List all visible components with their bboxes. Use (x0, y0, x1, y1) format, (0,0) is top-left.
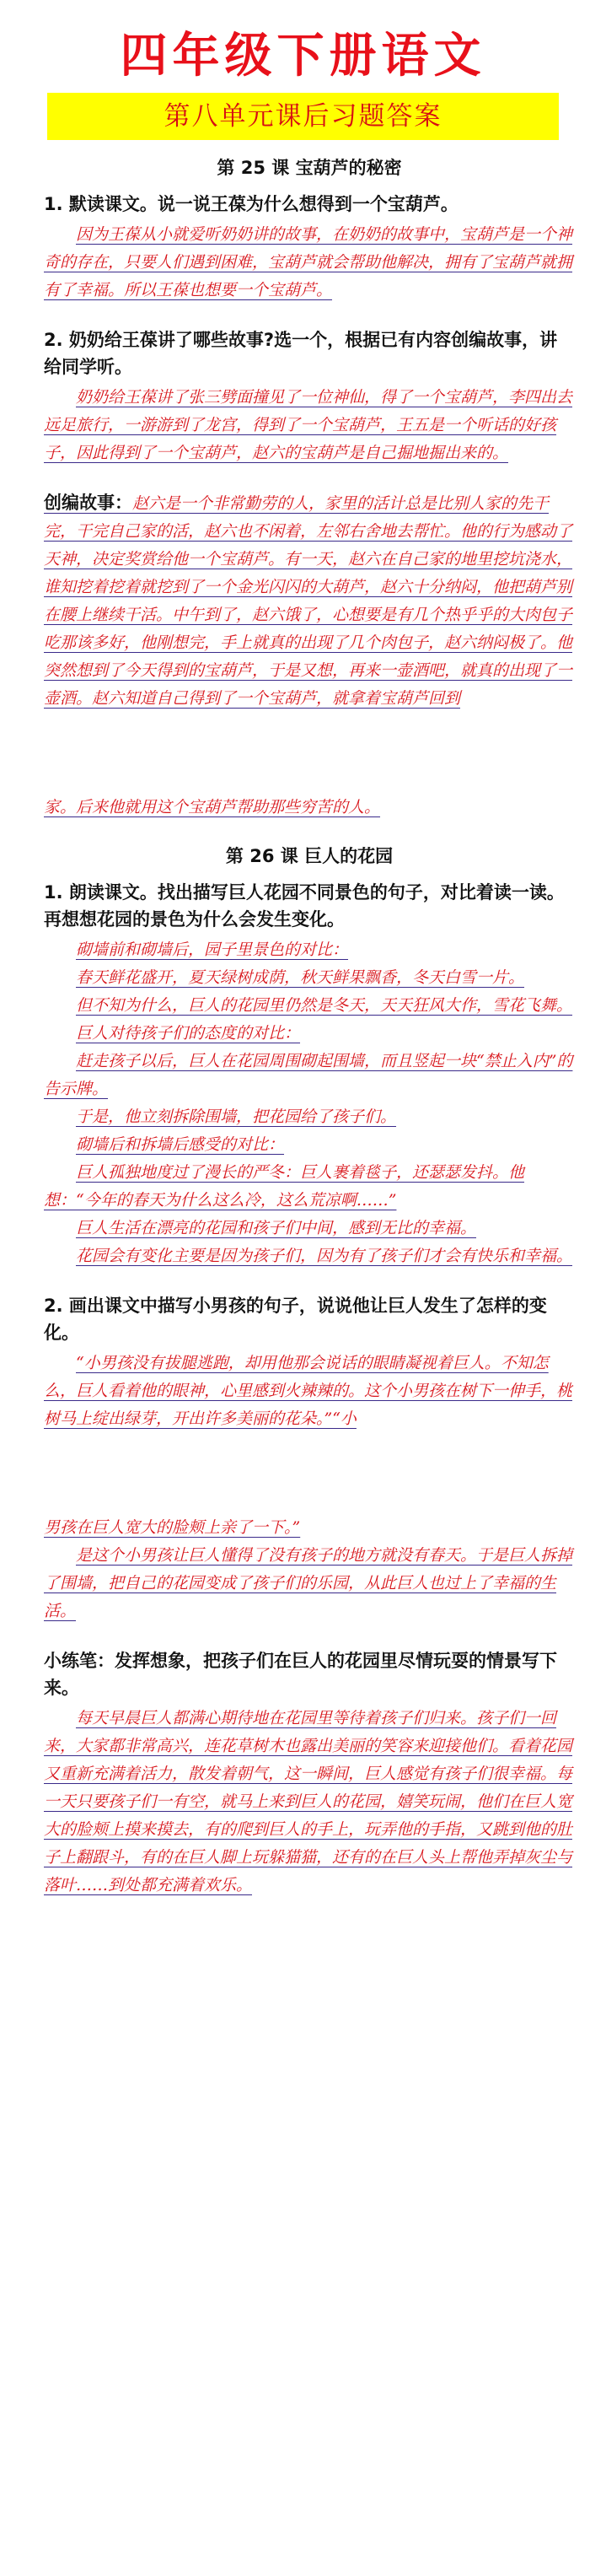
lesson-25-question-2: 2. 奶奶给王葆讲了哪些故事?选一个，根据已有内容创编故事，讲给同学听。 (44, 330, 558, 377)
answer-line: 于是，他立刻拆除围墙，把花园给了孩子们。 (76, 1107, 397, 1126)
answer-line: 赶走孩子以后，巨人在花园周围砌起围墙，而且竖起一块“禁止入内”的告示牌。 (44, 1052, 573, 1098)
lesson-26-title: 第 26 课 巨人的花园 (225, 846, 394, 866)
lesson-25-title: 第 25 课 宝葫芦的秘密 (217, 158, 402, 178)
lesson-25-question-1: 1. 默读课文。说一说王葆为什么想得到一个宝葫芦。 (44, 194, 459, 214)
answer-line: 巨人孤独地度过了漫长的严冬：巨人裹着毯子，还瑟瑟发抖。他想：“今年的春天为什么这么冷，这么荒凉啊……” (44, 1163, 525, 1210)
answer-line: 春天鲜花盛开，夏天绿树成荫，秋天鲜果飘香，冬天白雪一片。 (76, 968, 525, 987)
document-body (44, 155, 575, 1900)
answer-line: 砌墙前和砌墙后，园子里景色的对比： (76, 940, 349, 959)
answer-line: 但不知为什么，巨人的花园里仍然是冬天，天天狂风大作，雪花飞舞。 (76, 996, 573, 1015)
answer-line: 砌墙后和拆墙后感受的对比： (76, 1135, 285, 1154)
lesson-26-practice-answer: 每天早晨巨人都满心期待地在花园里等待着孩子们归来。孩子们一回来，大家都非常高兴，连花草树木也露出美丽的笑容来迎接他们。看着花园又重新充满着活力，散发着朝气，这一瞬间，巨人感觉有孩子们很幸福。每一天只要孩子们一有空，就马上来到巨人的花园，嬉笑玩闹，他们在巨人宽大的脸颊上摸来摸去，有的爬到巨人的手上，玩弄他的手指，又跳到他的肚子上翻跟斗，有的在巨人脚上玩躲猫猫，还有的在巨人头上帮他弄掉灰尘与落叶……到处都充满着欢乐。 (44, 1709, 573, 1894)
lesson-25-story (44, 489, 575, 713)
answer-line: 巨人对待孩子们的态度的对比： (76, 1024, 301, 1043)
lesson-26-answer-2-explain: 是这个小男孩让巨人懂得了没有孩子的地方就没有春天。于是巨人拆掉了围墙，把自己的花园变成了孩子们的乐园，从此巨人也过上了幸福的生活。 (44, 1546, 573, 1620)
lesson-26-practice-question: 小练笔：发挥想象，把孩子们在巨人的花园里尽情玩耍的情景写下来。 (44, 1651, 557, 1698)
story-label: 创编故事： (44, 493, 132, 513)
lesson-26-question-1: 1. 朗读课文。找出描写巨人花园不同景色的句子，对比着读一读。再想想花园的景色为什么会发生变化。 (44, 882, 565, 930)
story-text: 赵六是一个非常勤劳的人，家里的活计总是比别人家的先干完，干完自己家的活，赵六也不闲着，左邻右舍地去帮忙。他的行为感动了天神，决定奖赏给他一个宝葫芦。有一天，赵六在自己家的地里挖坑浇水，谁知挖着挖着就挖到了一个金光闪闪的大葫芦，赵六十分纳闷，他把葫芦别在腰上继续干活。中午到了，赵六饿了，心想要是有几个热乎乎的大肉包子吃那该多好，他刚想完，手上就真的出现了几个肉包子，赵六纳闷极了。他突然想到了今天得到的宝葫芦，于是又想，再来一壶酒吧，就真的出现了一壶酒。赵六知道自己得到了一个宝葫芦，就拿着宝葫芦回到 (44, 494, 573, 708)
page-title: 四年级下册语文 (120, 29, 486, 84)
lesson-25-answer-1: 因为王葆从小就爱听奶奶讲的故事，在奶奶的故事中，宝葫芦是一个神奇的存在，只要人们遇到困难，宝葫芦就会帮助他解决，拥有了宝葫芦就拥有了幸福。所以王葆也想要一个宝葫芦。 (44, 225, 573, 299)
lesson-26-answer-2: “小男孩没有拔腿逃跑，却用他那会说话的眼睛凝视着巨人。不知怎么，巨人看着他的眼神，心里感到火辣辣的。这个小男孩在树下一伸手，桃树马上绽出绿芽，开出许多美丽的花朵。”“小 (44, 1354, 573, 1428)
section-banner: 第八单元课后习题答案 (47, 93, 559, 140)
lesson-25-answer-2: 奶奶给王葆讲了张三劈面撞见了一位神仙，得了一个宝葫芦，李四出去远足旅行，一游游到了龙宫，得到了一个宝葫芦，王五是一个听话的好孩子，因此得到了一个宝葫芦，赵六的宝葫芦是自己掘地掘出来的。 (44, 388, 573, 462)
lesson-26-question-2: 2. 画出课文中描写小男孩的句子，说说他让巨人发生了怎样的变化。 (44, 1296, 547, 1343)
answer-line: 花园会有变化主要是因为孩子们，因为有了孩子们才会有快乐和幸福。 (76, 1247, 573, 1265)
answer-line: 巨人生活在漂亮的花园和孩子们中间，感到无比的幸福。 (76, 1219, 477, 1237)
lesson-25-story-end: 家。后来他就用这个宝葫芦帮助那些穷苦的人。 (44, 798, 381, 816)
lesson-26-answer-2-end: 男孩在巨人宽大的脸颊上亲了一下。” (44, 1518, 301, 1537)
